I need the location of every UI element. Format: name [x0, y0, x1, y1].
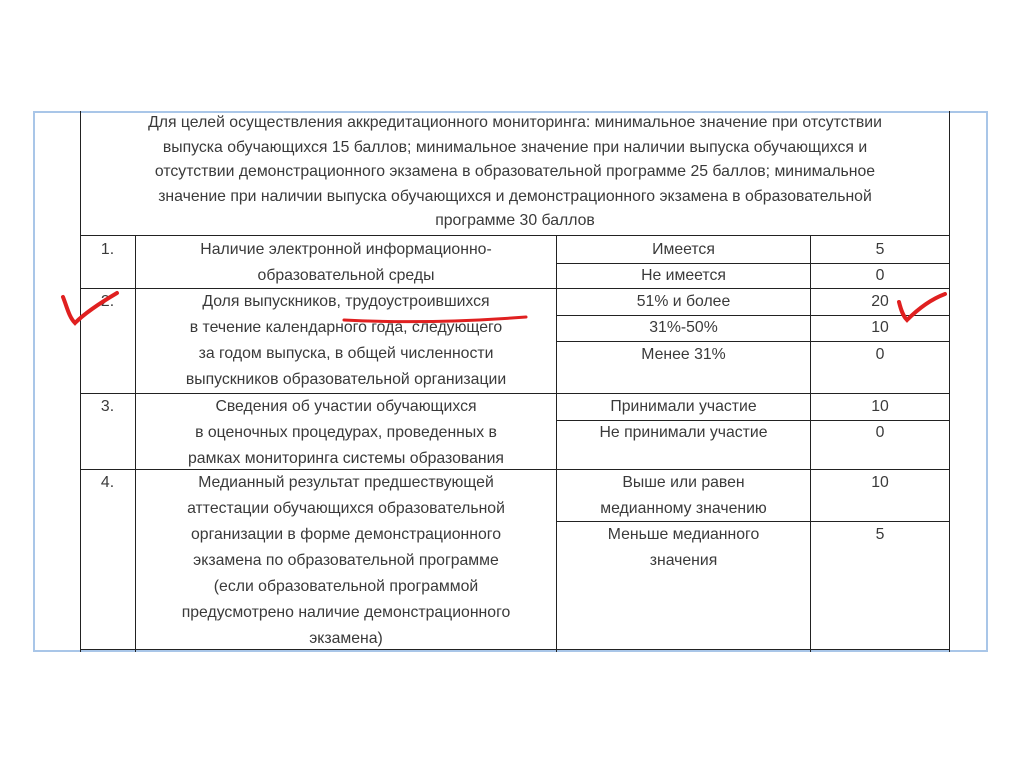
criterion-line: предусмотрено наличие демонстрационного [181, 604, 511, 621]
row-number: 1. [100, 241, 115, 258]
header-line: выпуска обучающихся 15 баллов; минимальное значение при наличии выпуска обучающихся и [162, 138, 868, 156]
option-label: Имеется [652, 241, 715, 258]
option-label: Не принимали участие [599, 424, 768, 441]
criterion-line: в течение календарного года, следующего [189, 319, 503, 336]
row-number: 4. [100, 474, 115, 491]
criterion-text [136, 237, 556, 289]
criterion-text [136, 289, 556, 393]
option-line: Выше или равен [622, 474, 745, 491]
option-score: 10 [871, 398, 889, 415]
option-label: 51% и более [636, 293, 731, 310]
criterion-line: в оценочных процедурах, проведенных в [195, 424, 497, 441]
option-label: Не имеется [641, 267, 726, 284]
criterion-line: за годом выпуска, в общей численности [198, 345, 494, 362]
criterion-text [136, 470, 556, 652]
criterion-line: выпускников образовательной организации [185, 371, 507, 388]
criterion-line: Наличие электронной информационно- [200, 241, 492, 258]
criterion-line: организации в форме демонстрационного [191, 526, 501, 543]
row-line [80, 235, 950, 236]
header-line: значение при наличии выпуска обучающихся и демонстрационного экзамена в образовательной [158, 187, 872, 205]
header-line: отсутствии демонстрационного экзамена в образовательной программе 25 баллов; минимальное [154, 163, 876, 180]
option-label [557, 470, 810, 522]
criterion-line: Доля выпускников, трудоустроившихся [202, 293, 490, 310]
option-score: 0 [875, 346, 885, 363]
option-score: 10 [871, 474, 889, 491]
header-line: Для целей осуществления аккредитационного мониторинга: минимальное значение при отсутствии [148, 114, 882, 131]
option-score: 20 [871, 293, 889, 310]
header-line: программе 30 баллов [435, 212, 595, 229]
criteria-table [80, 111, 950, 652]
checkmark-annotation-left [55, 285, 125, 330]
criterion-line: (если образовательной программой [213, 578, 479, 595]
option-score: 5 [875, 241, 885, 258]
criterion-line: рамках мониторинга системы образования [188, 450, 504, 467]
criterion-line: Медианный результат предшествующей [198, 474, 494, 491]
option-score: 10 [871, 319, 889, 336]
criterion-line: экзамена) [309, 630, 383, 647]
option-score: 5 [875, 526, 885, 543]
option-label: 31%-50% [649, 319, 718, 336]
option-label: Менее 31% [641, 346, 726, 363]
option-line: значения [649, 552, 718, 569]
option-score: 0 [875, 267, 885, 284]
criterion-text [136, 394, 556, 472]
criterion-line: аттестации обучающихся образовательной [187, 500, 505, 517]
checkmark-annotation-right [893, 290, 953, 324]
option-label [557, 522, 810, 574]
header-text [80, 111, 950, 234]
option-score: 0 [875, 424, 885, 441]
criterion-line: Сведения об участии обучающихся [215, 398, 477, 415]
option-label: Принимали участие [610, 398, 757, 415]
row-number: 2. [100, 293, 115, 310]
option-line: медианному значению [600, 500, 767, 517]
row-number: 3. [100, 398, 115, 415]
criterion-line: экзамена по образовательной программе [193, 552, 499, 569]
underline-annotation [340, 314, 530, 326]
criterion-line: образовательной среды [257, 267, 435, 284]
option-line: Меньше медианного [607, 526, 760, 543]
